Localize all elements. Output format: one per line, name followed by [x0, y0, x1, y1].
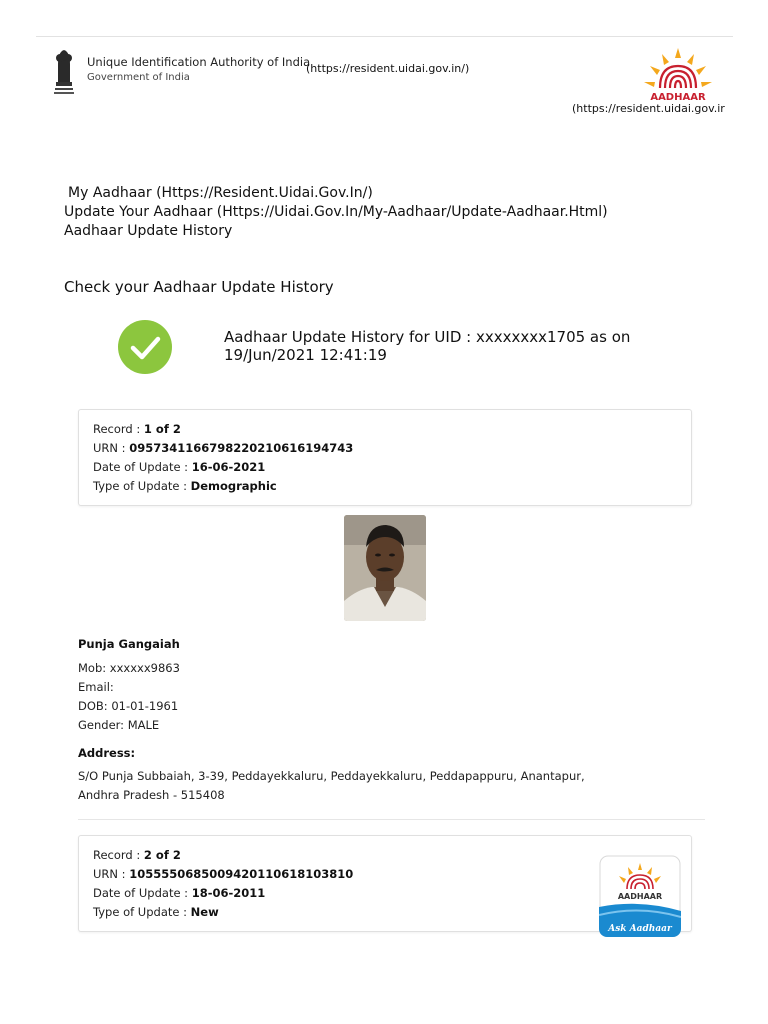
person-name: Punja Gangaiah: [78, 637, 180, 651]
urn-row: URN : 0957341166798220210616194743: [93, 441, 354, 455]
date-row: Date of Update : 16-06-2021: [93, 460, 266, 474]
urn-row: URN : 1055550685009420110618103810: [93, 867, 354, 881]
address-line-2: Andhra Pradesh - 515408: [78, 788, 225, 802]
resident-photo: [344, 515, 426, 621]
breadcrumb-update-aadhaar[interactable]: Update Your Aadhaar (Https://Uidai.Gov.In/My-Aadhaar/Update-Aadhaar.Html): [64, 204, 608, 220]
date-value: 18-06-2011: [191, 886, 266, 900]
record-card: [78, 409, 692, 506]
date-row: Date of Update : 18-06-2011: [93, 886, 266, 900]
record-number: 2 of 2: [143, 848, 181, 862]
date-value: 16-06-2021: [191, 460, 266, 474]
badge-caption: Ask Aadhaar: [608, 924, 672, 934]
logo-link[interactable]: (https://resident.uidai.gov.ir: [572, 102, 725, 115]
record-number-row: Record : 1 of 2: [93, 422, 181, 436]
address-label: Address:: [78, 746, 136, 760]
gender: Gender: MALE: [78, 718, 160, 732]
check-success-icon: [116, 318, 174, 376]
org-subtitle: Government of India: [87, 72, 190, 83]
resident-link[interactable]: (https://resident.uidai.gov.in/): [306, 62, 470, 75]
section-title: Check your Aadhaar Update History: [64, 278, 334, 296]
type-row: Type of Update : New: [93, 905, 219, 919]
email-label: Email:: [78, 680, 114, 694]
top-divider: [36, 36, 733, 37]
breadcrumb-update-history: Aadhaar Update History: [64, 223, 233, 239]
breadcrumb-my-aadhaar[interactable]: My Aadhaar (Https://Resident.Uidai.Gov.In/): [68, 185, 373, 201]
type-value: New: [190, 905, 219, 919]
mobile-number: Mob: xxxxxx9863: [78, 661, 180, 675]
org-name: Unique Identification Authority of India: [87, 55, 311, 69]
aadhaar-logo[interactable]: [636, 46, 720, 102]
record-number: 1 of 2: [143, 422, 181, 436]
urn-value: 0957341166798220210616194743: [129, 441, 354, 455]
urn-value: 1055550685009420110618103810: [129, 867, 354, 881]
section-divider: [78, 819, 705, 820]
record-number-row: Record : 2 of 2: [93, 848, 181, 862]
badge-logo-text: AADHAAR: [617, 892, 663, 901]
history-title: Aadhaar Update History for UID : xxxxxxxx1705 as on 19/Jun/2021 12:41:19: [224, 328, 631, 364]
national-emblem-icon: [50, 44, 78, 96]
date-of-birth: DOB: 01-01-1961: [78, 699, 179, 713]
type-value: Demographic: [190, 479, 277, 493]
type-row: Type of Update : Demographic: [93, 479, 277, 493]
address-line-1: S/O Punja Subbaiah, 3-39, Peddayekkaluru, Peddayekkaluru, Peddapappuru, Anantapur,: [78, 769, 585, 783]
ask-aadhaar-badge[interactable]: [599, 855, 681, 937]
logo-text: AADHAAR: [650, 92, 706, 102]
